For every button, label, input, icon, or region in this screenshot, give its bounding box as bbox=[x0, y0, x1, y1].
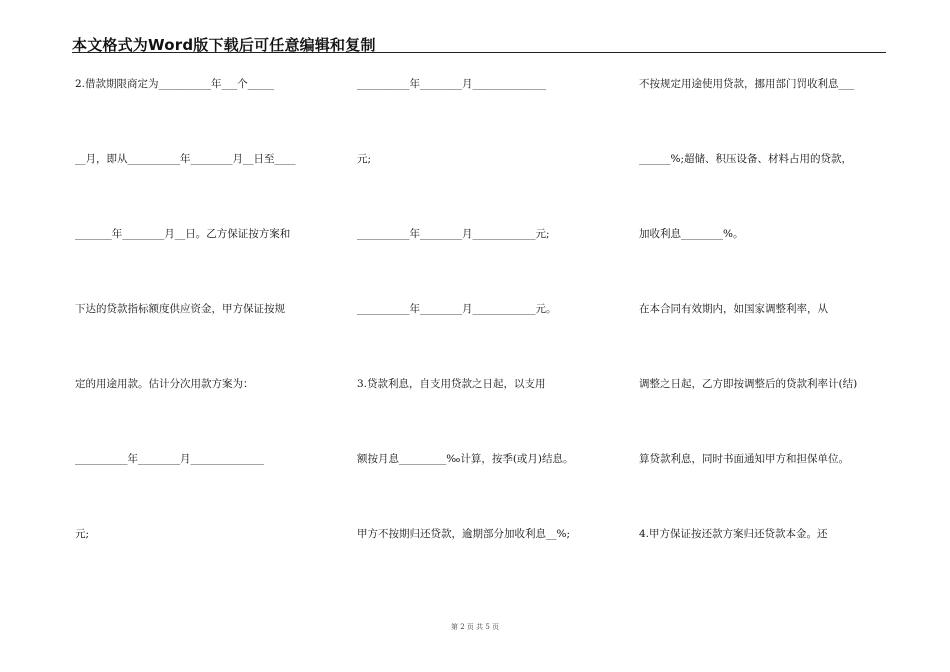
page-number-footer: 第 2 页 共 5 页 bbox=[450, 623, 500, 631]
document-header-title: 本文格式为Word版下载后可任意编辑和复制 bbox=[72, 36, 376, 54]
text-line: __________年________月______________ bbox=[75, 453, 264, 465]
text-line: 不按规定用途使用贷款，挪用部门罚收利息___ bbox=[639, 78, 855, 90]
text-line: 2.借款期限商定为__________年___个_____ bbox=[75, 78, 275, 90]
text-line: 额按月息_________‰计算，按季(或月)结息。 bbox=[357, 453, 574, 465]
text-line: 加收利息________%。 bbox=[639, 228, 744, 240]
text-line: __________年________月____________元。 bbox=[357, 303, 557, 315]
text-line: __月，即从__________年________月__日至____ bbox=[75, 153, 296, 165]
text-line: 4.甲方保证按还款方案归还贷款本金。还 bbox=[639, 528, 828, 540]
text-line: 甲方不按期归还贷款，逾期部分加收利息__%; bbox=[357, 528, 571, 540]
text-line: 算贷款利息，同时书面通知甲方和担保单位。 bbox=[639, 453, 849, 465]
text-line: __________年________月____________元; bbox=[357, 228, 550, 240]
text-line: 3.贷款利息，自支用贷款之日起，以支用 bbox=[357, 378, 546, 390]
text-line: 元; bbox=[357, 153, 372, 165]
text-line: __________年________月______________ bbox=[357, 78, 546, 90]
text-line: 调整之日起，乙方即按调整后的贷款利率计(结) bbox=[639, 378, 858, 390]
text-line: _______年________月__日。乙方保证按方案和 bbox=[75, 228, 291, 240]
text-line: 在本合同有效期内，如国家调整利率，从 bbox=[639, 303, 828, 315]
header-divider bbox=[72, 52, 886, 53]
text-line: 下达的贷款指标额度供应资金，甲方保证按规 bbox=[75, 303, 285, 315]
text-line: 元; bbox=[75, 528, 90, 540]
text-line: 定的用途用款。估计分次用款方案为： bbox=[75, 378, 254, 390]
text-line: ______%;超储、积压设备、材料占用的贷款， bbox=[639, 153, 853, 165]
